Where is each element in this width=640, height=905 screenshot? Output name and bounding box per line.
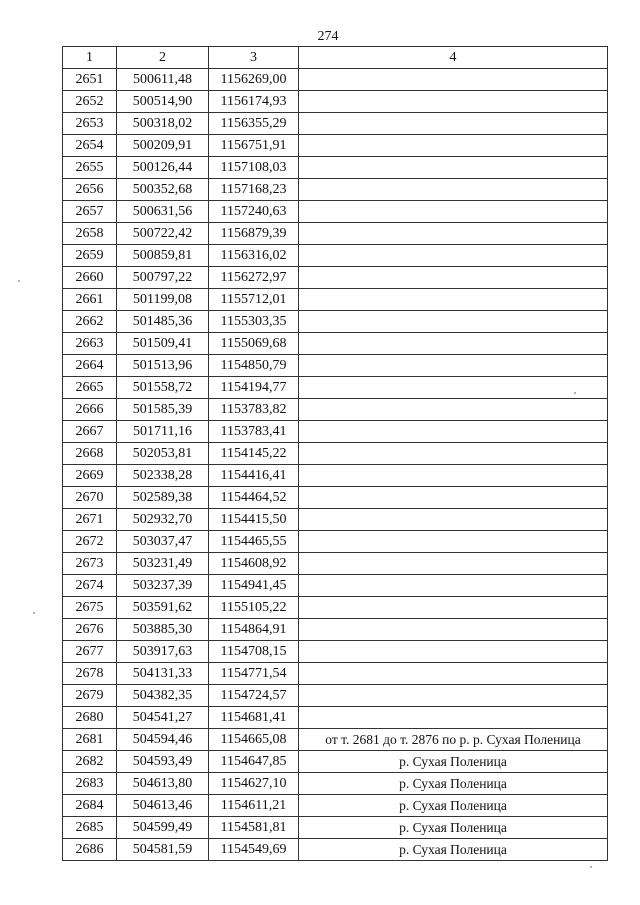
description-cell — [299, 465, 608, 487]
description-cell — [299, 421, 608, 443]
description-cell — [299, 135, 608, 157]
y-coordinate-cell: 1154627,10 — [209, 773, 299, 795]
x-coordinate-cell: 501485,36 — [117, 311, 209, 333]
x-coordinate-cell: 500859,81 — [117, 245, 209, 267]
x-coordinate-cell: 502932,70 — [117, 509, 209, 531]
point-number-cell: 2651 — [63, 69, 117, 91]
x-coordinate-cell: 503917,63 — [117, 641, 209, 663]
x-coordinate-cell: 502338,28 — [117, 465, 209, 487]
point-number-cell: 2665 — [63, 377, 117, 399]
description-cell — [299, 311, 608, 333]
table-row — [63, 399, 608, 421]
y-coordinate-cell: 1154581,81 — [209, 817, 299, 839]
x-coordinate-cell: 504613,80 — [117, 773, 209, 795]
table-row — [63, 311, 608, 333]
y-coordinate-cell: 1155069,68 — [209, 333, 299, 355]
point-number-cell: 2659 — [63, 245, 117, 267]
table-row — [63, 443, 608, 465]
table-row — [63, 223, 608, 245]
point-number-cell: 2652 — [63, 91, 117, 113]
description-cell: р. Сухая Поленица — [299, 817, 608, 839]
description-cell — [299, 377, 608, 399]
x-coordinate-cell: 500797,22 — [117, 267, 209, 289]
x-coordinate-cell: 502589,38 — [117, 487, 209, 509]
table-row — [63, 113, 608, 135]
table-row — [63, 685, 608, 707]
header-col-2: 2 — [117, 47, 209, 69]
table-row — [63, 69, 608, 91]
table-row — [63, 333, 608, 355]
table-row — [63, 773, 608, 795]
y-coordinate-cell: 1154665,08 — [209, 729, 299, 751]
point-number-cell: 2681 — [63, 729, 117, 751]
x-coordinate-cell: 503037,47 — [117, 531, 209, 553]
description-cell — [299, 223, 608, 245]
x-coordinate-cell: 501509,41 — [117, 333, 209, 355]
table-row — [63, 663, 608, 685]
table-body — [63, 69, 608, 861]
point-number-cell: 2655 — [63, 157, 117, 179]
y-coordinate-cell: 1157168,23 — [209, 179, 299, 201]
y-coordinate-cell: 1154416,41 — [209, 465, 299, 487]
y-coordinate-cell: 1154941,45 — [209, 575, 299, 597]
scan-speck — [590, 866, 592, 868]
x-coordinate-cell: 501711,16 — [117, 421, 209, 443]
point-number-cell: 2674 — [63, 575, 117, 597]
table-row — [63, 377, 608, 399]
table-row — [63, 421, 608, 443]
y-coordinate-cell: 1154145,22 — [209, 443, 299, 465]
header-col-3: 3 — [209, 47, 299, 69]
y-coordinate-cell: 1155303,35 — [209, 311, 299, 333]
point-number-cell: 2673 — [63, 553, 117, 575]
y-coordinate-cell: 1155712,01 — [209, 289, 299, 311]
description-cell — [299, 641, 608, 663]
scan-speck — [18, 280, 20, 282]
point-number-cell: 2666 — [63, 399, 117, 421]
table-row — [63, 179, 608, 201]
y-coordinate-cell: 1154415,50 — [209, 509, 299, 531]
table-row — [63, 509, 608, 531]
table-row — [63, 751, 608, 773]
description-cell — [299, 201, 608, 223]
description-cell — [299, 113, 608, 135]
description-cell — [299, 597, 608, 619]
description-cell — [299, 685, 608, 707]
description-cell — [299, 399, 608, 421]
x-coordinate-cell: 501513,96 — [117, 355, 209, 377]
point-number-cell: 2662 — [63, 311, 117, 333]
scan-speck — [574, 392, 576, 394]
description-cell: р. Сухая Поленица — [299, 751, 608, 773]
y-coordinate-cell: 1156751,91 — [209, 135, 299, 157]
description-cell — [299, 663, 608, 685]
table-row — [63, 707, 608, 729]
y-coordinate-cell: 1154724,57 — [209, 685, 299, 707]
x-coordinate-cell: 503591,62 — [117, 597, 209, 619]
y-coordinate-cell: 1154608,92 — [209, 553, 299, 575]
x-coordinate-cell: 500631,56 — [117, 201, 209, 223]
x-coordinate-cell: 504599,49 — [117, 817, 209, 839]
table-row — [63, 575, 608, 597]
x-coordinate-cell: 500514,90 — [117, 91, 209, 113]
point-number-cell: 2658 — [63, 223, 117, 245]
description-cell — [299, 91, 608, 113]
point-number-cell: 2671 — [63, 509, 117, 531]
table-row — [63, 487, 608, 509]
table-header — [63, 47, 608, 69]
y-coordinate-cell: 1156272,97 — [209, 267, 299, 289]
y-coordinate-cell: 1154611,21 — [209, 795, 299, 817]
point-number-cell: 2661 — [63, 289, 117, 311]
x-coordinate-cell: 500318,02 — [117, 113, 209, 135]
coordinates-table — [62, 46, 608, 861]
point-number-cell: 2653 — [63, 113, 117, 135]
description-cell — [299, 531, 608, 553]
table-row — [63, 157, 608, 179]
x-coordinate-cell: 504593,49 — [117, 751, 209, 773]
x-coordinate-cell: 502053,81 — [117, 443, 209, 465]
description-cell — [299, 355, 608, 377]
table-row — [63, 795, 608, 817]
table-row — [63, 91, 608, 113]
x-coordinate-cell: 504541,27 — [117, 707, 209, 729]
header-row — [63, 47, 608, 69]
description-cell — [299, 575, 608, 597]
description-cell — [299, 157, 608, 179]
point-number-cell: 2684 — [63, 795, 117, 817]
description-cell: р. Сухая Поленица — [299, 795, 608, 817]
x-coordinate-cell: 503885,30 — [117, 619, 209, 641]
y-coordinate-cell: 1156269,00 — [209, 69, 299, 91]
table-row — [63, 289, 608, 311]
point-number-cell: 2678 — [63, 663, 117, 685]
y-coordinate-cell: 1153783,41 — [209, 421, 299, 443]
description-cell — [299, 267, 608, 289]
table-row — [63, 531, 608, 553]
header-col-4: 4 — [299, 47, 608, 69]
table-row — [63, 355, 608, 377]
x-coordinate-cell: 504581,59 — [117, 839, 209, 861]
point-number-cell: 2668 — [63, 443, 117, 465]
y-coordinate-cell: 1154708,15 — [209, 641, 299, 663]
y-coordinate-cell: 1155105,22 — [209, 597, 299, 619]
y-coordinate-cell: 1154194,77 — [209, 377, 299, 399]
x-coordinate-cell: 500352,68 — [117, 179, 209, 201]
x-coordinate-cell: 504594,46 — [117, 729, 209, 751]
y-coordinate-cell: 1156316,02 — [209, 245, 299, 267]
description-cell — [299, 553, 608, 575]
table-row — [63, 267, 608, 289]
y-coordinate-cell: 1156355,29 — [209, 113, 299, 135]
point-number-cell: 2680 — [63, 707, 117, 729]
x-coordinate-cell: 501585,39 — [117, 399, 209, 421]
point-number-cell: 2656 — [63, 179, 117, 201]
point-number-cell: 2672 — [63, 531, 117, 553]
point-number-cell: 2676 — [63, 619, 117, 641]
y-coordinate-cell: 1154465,55 — [209, 531, 299, 553]
x-coordinate-cell: 501199,08 — [117, 289, 209, 311]
x-coordinate-cell: 500126,44 — [117, 157, 209, 179]
point-number-cell: 2683 — [63, 773, 117, 795]
table-row — [63, 245, 608, 267]
description-cell — [299, 333, 608, 355]
table-row — [63, 817, 608, 839]
table-row — [63, 465, 608, 487]
description-cell — [299, 707, 608, 729]
description-cell — [299, 509, 608, 531]
y-coordinate-cell: 1157108,03 — [209, 157, 299, 179]
description-cell — [299, 289, 608, 311]
table-row — [63, 839, 608, 861]
x-coordinate-cell: 503237,39 — [117, 575, 209, 597]
y-coordinate-cell: 1156174,93 — [209, 91, 299, 113]
description-cell — [299, 69, 608, 91]
description-cell — [299, 179, 608, 201]
page-number: 274 — [317, 29, 339, 44]
x-coordinate-cell: 500209,91 — [117, 135, 209, 157]
table-row — [63, 553, 608, 575]
point-number-cell: 2657 — [63, 201, 117, 223]
table-row — [63, 201, 608, 223]
y-coordinate-cell: 1154647,85 — [209, 751, 299, 773]
x-coordinate-cell: 504131,33 — [117, 663, 209, 685]
y-coordinate-cell: 1154681,41 — [209, 707, 299, 729]
y-coordinate-cell: 1154771,54 — [209, 663, 299, 685]
point-number-cell: 2664 — [63, 355, 117, 377]
y-coordinate-cell: 1154850,79 — [209, 355, 299, 377]
table-row — [63, 135, 608, 157]
point-number-cell: 2663 — [63, 333, 117, 355]
point-number-cell: 2669 — [63, 465, 117, 487]
description-cell — [299, 443, 608, 465]
x-coordinate-cell: 504613,46 — [117, 795, 209, 817]
y-coordinate-cell: 1154464,52 — [209, 487, 299, 509]
table-row — [63, 641, 608, 663]
header-col-1: 1 — [63, 47, 117, 69]
y-coordinate-cell: 1156879,39 — [209, 223, 299, 245]
x-coordinate-cell: 500722,42 — [117, 223, 209, 245]
y-coordinate-cell: 1154864,91 — [209, 619, 299, 641]
description-cell — [299, 487, 608, 509]
x-coordinate-cell: 504382,35 — [117, 685, 209, 707]
point-number-cell: 2670 — [63, 487, 117, 509]
point-number-cell: 2654 — [63, 135, 117, 157]
description-cell — [299, 619, 608, 641]
y-coordinate-cell: 1157240,63 — [209, 201, 299, 223]
y-coordinate-cell: 1154549,69 — [209, 839, 299, 861]
point-number-cell: 2677 — [63, 641, 117, 663]
description-cell: от т. 2681 до т. 2876 по р. р. Сухая Поленица — [299, 729, 608, 751]
description-cell: р. Сухая Поленица — [299, 773, 608, 795]
table-row — [63, 619, 608, 641]
x-coordinate-cell: 503231,49 — [117, 553, 209, 575]
y-coordinate-cell: 1153783,82 — [209, 399, 299, 421]
description-cell — [299, 245, 608, 267]
x-coordinate-cell: 501558,72 — [117, 377, 209, 399]
point-number-cell: 2660 — [63, 267, 117, 289]
point-number-cell: 2685 — [63, 817, 117, 839]
point-number-cell: 2682 — [63, 751, 117, 773]
point-number-cell: 2675 — [63, 597, 117, 619]
description-cell: р. Сухая Поленица — [299, 839, 608, 861]
point-number-cell: 2686 — [63, 839, 117, 861]
scan-speck — [33, 612, 35, 614]
x-coordinate-cell: 500611,48 — [117, 69, 209, 91]
point-number-cell: 2667 — [63, 421, 117, 443]
table-row — [63, 597, 608, 619]
table-row — [63, 729, 608, 751]
point-number-cell: 2679 — [63, 685, 117, 707]
